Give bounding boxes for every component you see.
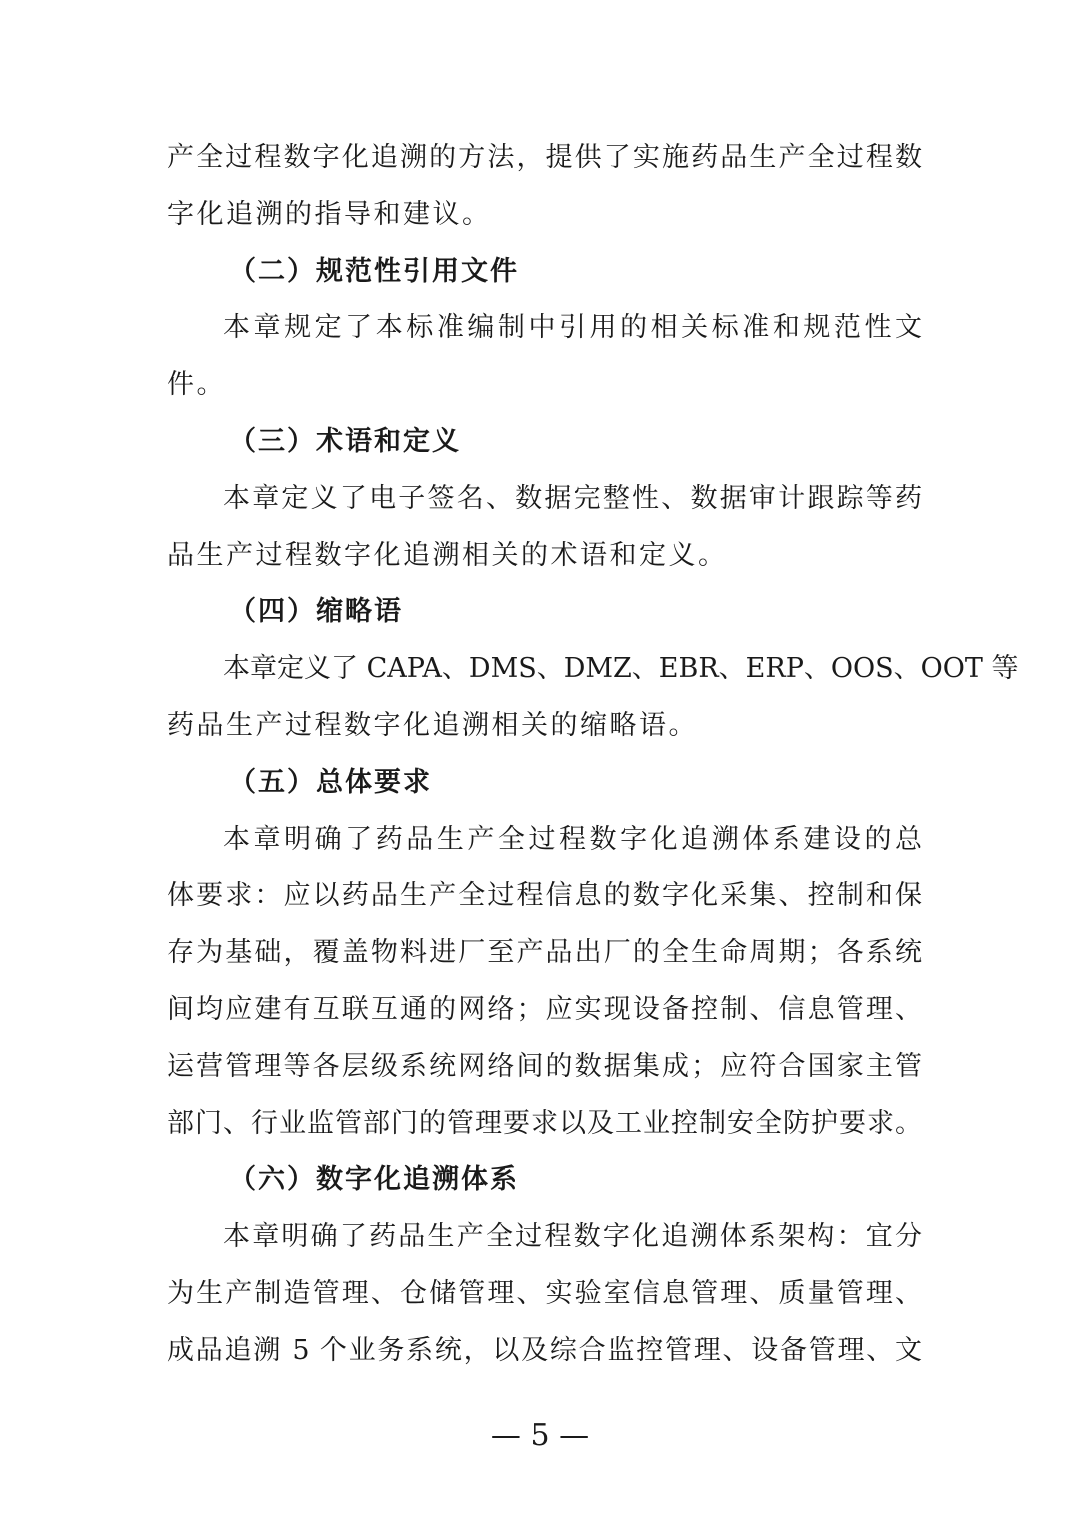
- body-text-line: 品生产过程数字化追溯相关的术语和定义。: [167, 539, 728, 571]
- body-text-line: 本章定义了 CAPA、DMS、DMZ、EBR、ERP、OOS、OOT 等: [223, 653, 1019, 685]
- body-text-line: 存为基础，覆盖物料进厂至产品出厂的全生命周期；各系统: [167, 937, 922, 969]
- section-heading: （三）术语和定义: [229, 425, 461, 457]
- body-text-line: 体要求：应以药品生产全过程信息的数字化采集、控制和保: [167, 880, 922, 912]
- body-text-line: 药品生产过程数字化追溯相关的缩略语。: [167, 709, 698, 741]
- page-number: — 5 —: [490, 1418, 590, 1453]
- body-text-line: 本章定义了电子签名、数据完整性、数据审计跟踪等药: [223, 482, 922, 514]
- body-text-line: 本章规定了本标准编制中引用的相关标准和规范性文: [223, 312, 922, 344]
- section-heading: （四）缩略语: [229, 596, 403, 628]
- body-text-line: 本章明确了药品生产全过程数字化追溯体系架构：宜分: [223, 1221, 922, 1253]
- body-text-line: 运营管理等各层级系统网络间的数据集成；应符合国家主管: [167, 1050, 922, 1082]
- document-body: [167, 130, 1019, 1380]
- section-heading: （五）总体要求: [229, 766, 432, 798]
- body-text-line: 部门、行业监管部门的管理要求以及工业控制安全防护要求。: [167, 1107, 922, 1139]
- body-text-line: 为生产制造管理、仓储管理、实验室信息管理、质量管理、: [167, 1277, 922, 1309]
- body-text-line: 件。: [167, 369, 226, 401]
- body-text-line: 字化追溯的指导和建议。: [167, 198, 492, 230]
- section-heading: （六）数字化追溯体系: [229, 1164, 519, 1196]
- body-text-line: 产全过程数字化追溯的方法，提供了实施药品生产全过程数: [167, 142, 922, 173]
- body-text-line: 成品追溯 5 个业务系统，以及综合监控管理、设备管理、文: [167, 1334, 922, 1366]
- body-text-line: 间均应建有互联互通的网络；应实现设备控制、信息管理、: [167, 993, 922, 1025]
- section-heading: （二）规范性引用文件: [229, 255, 519, 287]
- body-text-line: 本章明确了药品生产全过程数字化追溯体系建设的总: [223, 823, 922, 855]
